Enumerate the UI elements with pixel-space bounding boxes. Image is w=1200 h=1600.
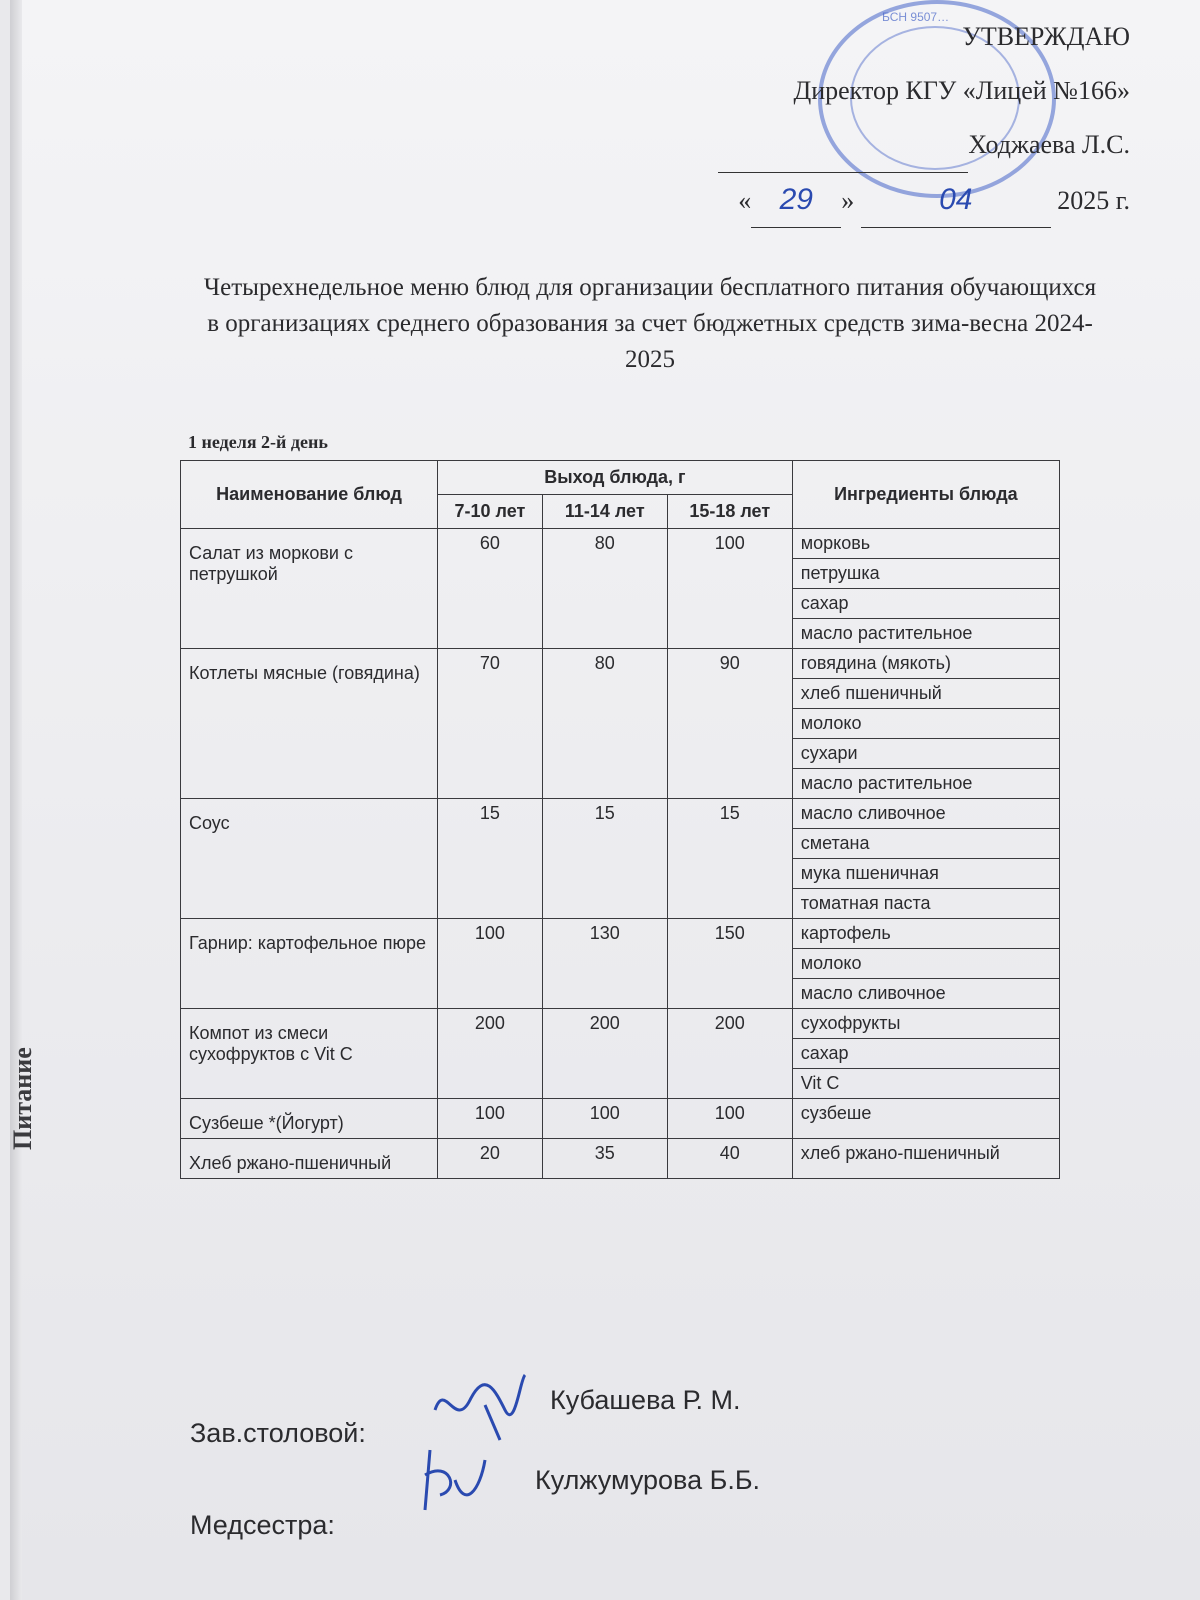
ingredient-cell: сметана	[792, 829, 1059, 859]
approval-name-line	[718, 118, 1130, 173]
dish-yield: 100	[667, 1099, 792, 1139]
ingredient-cell: сухари	[792, 739, 1059, 769]
ingredient-cell: сахар	[792, 589, 1059, 619]
dish-yield: 80	[542, 649, 667, 799]
canteen-label: Зав.столовой:	[190, 1418, 366, 1448]
document-page	[10, 0, 1200, 1600]
dish-yield: 15	[542, 799, 667, 919]
table-row	[181, 1009, 1060, 1039]
menu-body	[181, 529, 1060, 1179]
dish-name: Хлеб ржано-пшеничный	[181, 1139, 438, 1179]
ingredient-cell: Vit C	[792, 1069, 1059, 1099]
dish-yield: 100	[438, 1099, 543, 1139]
nurse-name: Кулжумурова Б.Б.	[535, 1465, 761, 1495]
ingredient-cell: морковь	[792, 529, 1059, 559]
approval-date: « 29 » 04 2025 г.	[718, 173, 1130, 228]
dish-yield: 15	[667, 799, 792, 919]
ingredient-cell: молоко	[792, 709, 1059, 739]
dish-yield: 90	[667, 649, 792, 799]
approval-block	[718, 10, 1130, 228]
ingredient-cell: картофель	[792, 919, 1059, 949]
table-row	[181, 529, 1060, 559]
table-row	[181, 799, 1060, 829]
ingredient-cell: говядина (мякоть)	[792, 649, 1059, 679]
header-ingredients: Ингредиенты блюда	[792, 461, 1059, 529]
dish-name: Гарнир: картофельное пюре	[181, 919, 438, 1009]
edge-text: Питание	[8, 1047, 37, 1150]
dish-yield: 150	[667, 919, 792, 1009]
ingredient-cell: масло растительное	[792, 619, 1059, 649]
ingredient-cell: томатная паста	[792, 889, 1059, 919]
ingredient-cell: хлеб ржано-пшеничный	[792, 1139, 1059, 1179]
approval-name: Ходжаева Л.С.	[968, 130, 1130, 159]
dish-yield: 100	[667, 529, 792, 649]
dish-yield: 130	[542, 919, 667, 1009]
dish-yield: 20	[438, 1139, 543, 1179]
ingredient-cell: масло растительное	[792, 769, 1059, 799]
nurse-signature	[410, 1440, 500, 1530]
approval-heading: УТВЕРЖДАЮ	[962, 22, 1130, 51]
dish-yield: 15	[438, 799, 543, 919]
header-age-7-10: 7-10 лет	[438, 495, 543, 529]
ingredient-cell: сухофрукты	[792, 1009, 1059, 1039]
dish-yield: 40	[667, 1139, 792, 1179]
week-day-label: 1 неделя 2-й день	[188, 432, 328, 452]
ingredient-cell: хлеб пшеничный	[792, 679, 1059, 709]
header-age-11-14: 11-14 лет	[542, 495, 667, 529]
dish-yield: 100	[542, 1099, 667, 1139]
approval-year: 2025 г.	[1057, 186, 1130, 215]
header-yield: Выход блюда, г	[438, 461, 793, 495]
document-title: Четырехнедельное меню блюд для организации бесплатного питания обучающихся в организациях среднего образования за счет бюджетных средств зима-весна 2024-2025	[203, 274, 1097, 373]
nurse-label: Медсестра:	[190, 1510, 335, 1540]
dish-yield: 100	[438, 919, 543, 1009]
dish-yield: 200	[542, 1009, 667, 1099]
approval-month: 04	[861, 173, 1051, 228]
dish-name: Компот из смеси сухофруктов с Vit C	[181, 1009, 438, 1099]
ingredient-cell: мука пшеничная	[792, 859, 1059, 889]
dish-yield: 60	[438, 529, 543, 649]
approval-position: Директор КГУ «Лицей №166»	[793, 76, 1130, 105]
dish-name: Соус	[181, 799, 438, 919]
dish-yield: 200	[667, 1009, 792, 1099]
ingredient-cell: масло сливочное	[792, 799, 1059, 829]
previous-page-edge	[10, 0, 22, 1600]
dish-name: Салат из моркови с петрушкой	[181, 529, 438, 649]
ingredient-cell: масло сливочное	[792, 979, 1059, 1009]
dish-yield: 70	[438, 649, 543, 799]
ingredient-cell: сузбеше	[792, 1099, 1059, 1139]
dish-name: Котлеты мясные (говядина)	[181, 649, 438, 799]
header-dish: Наименование блюд	[181, 461, 438, 529]
table-row	[181, 1099, 1060, 1139]
canteen-name: Кубашева Р. М.	[550, 1385, 741, 1415]
ingredient-cell: петрушка	[792, 559, 1059, 589]
dish-yield: 35	[542, 1139, 667, 1179]
dish-name: Сузбеше *(Йогурт)	[181, 1099, 438, 1139]
table-row	[181, 919, 1060, 949]
approval-day: 29	[751, 173, 841, 228]
menu-table	[180, 460, 1060, 1179]
ingredient-cell: сахар	[792, 1039, 1059, 1069]
table-row	[181, 1139, 1060, 1179]
dish-yield: 200	[438, 1009, 543, 1099]
canteen-signature	[425, 1370, 535, 1450]
stamp-text: БСН 9507…	[882, 10, 950, 24]
dish-yield: 80	[542, 529, 667, 649]
table-row	[181, 649, 1060, 679]
ingredient-cell: молоко	[792, 949, 1059, 979]
header-age-15-18: 15-18 лет	[667, 495, 792, 529]
